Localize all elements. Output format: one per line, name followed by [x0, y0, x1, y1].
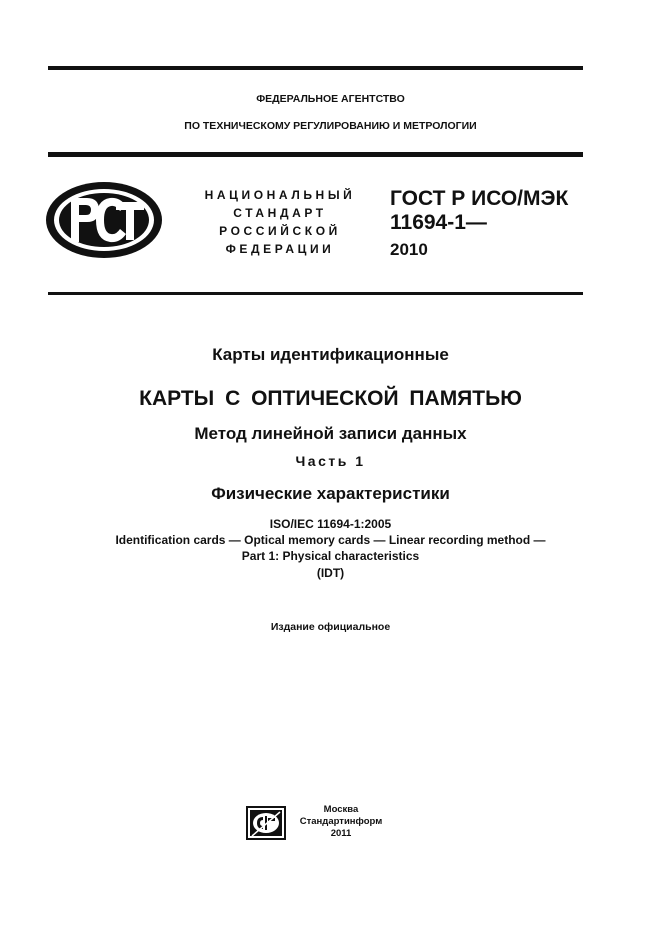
english-title-line-1: Identification cards — Optical memory cards — Linear recording method — — [115, 533, 546, 547]
agency-line-1: ФЕДЕРАЛЬНОЕ АГЕНТСТВО — [256, 93, 405, 105]
publisher-name: Стандартинформ — [299, 816, 383, 827]
publisher-city: Москва — [323, 804, 359, 815]
title-line-1: Карты идентификационные — [212, 345, 449, 364]
national-standard-label — [185, 186, 375, 258]
gost-r-certification-mark-icon — [44, 180, 164, 265]
publisher-year: 2011 — [330, 828, 352, 839]
designation-line-1: ГОСТ Р ИСО/МЭК — [390, 187, 569, 210]
iso-reference: ISO/IEC 11694-1:2005 — [269, 517, 392, 531]
national-line: СТАНДАРТ — [233, 206, 327, 220]
standartinform-logo-icon — [246, 806, 286, 845]
title-line-5: Физические характеристики — [211, 484, 450, 503]
part-number: Часть 1 — [295, 453, 366, 469]
main-title: КАРТЫ С ОПТИЧЕСКОЙ ПАМЯТЬЮ — [139, 387, 522, 410]
english-title-line-3: (IDT) — [316, 566, 345, 580]
national-line: НАЦИОНАЛЬНЫЙ — [204, 188, 356, 202]
header-rule — [48, 152, 583, 157]
designation-year: 2010 — [390, 240, 428, 259]
top-rule — [48, 66, 583, 70]
title-line-3: Метод линейной записи данных — [194, 424, 467, 443]
standard-designation — [390, 187, 568, 235]
publisher-block — [298, 804, 384, 840]
standard-block-rule — [48, 292, 583, 295]
national-line: ФЕДЕРАЦИИ — [225, 242, 335, 256]
english-title-line-2: Part 1: Physical characteristics — [241, 549, 420, 563]
agency-line-2: ПО ТЕХНИЧЕСКОМУ РЕГУЛИРОВАНИЮ И МЕТРОЛОГИИ — [184, 120, 477, 132]
national-line: РОССИЙСКОЙ — [219, 224, 341, 238]
designation-line-2: 11694-1— — [390, 211, 487, 234]
edition-label: Издание официальное — [270, 621, 391, 633]
